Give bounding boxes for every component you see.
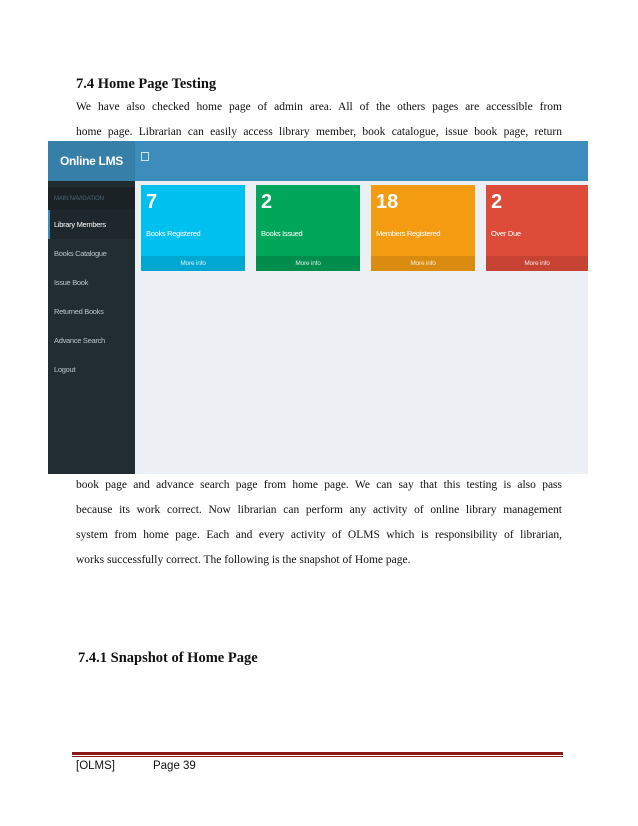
nav-header: MAIN NAVIGATION <box>48 187 135 210</box>
stat-number: 2 <box>261 191 273 213</box>
stat-box-books-registered <box>141 185 245 271</box>
more-info-link[interactable]: More info <box>371 256 475 271</box>
section-heading: 7.4 Home Page Testing <box>76 76 217 92</box>
stat-label: Books Registered <box>146 229 201 238</box>
paragraph-line: home page. Librarian can easily access library member, book catalogue, issue book page, return <box>76 126 562 138</box>
stat-label: Over Due <box>491 229 521 238</box>
stat-box-members-registered <box>371 185 475 271</box>
admin-header <box>48 141 588 181</box>
paragraph-line: We have also checked home page of admin area. All of the others pages are accessible from <box>76 101 562 113</box>
stat-box-books-issued <box>256 185 360 271</box>
stat-number: 7 <box>146 191 158 213</box>
stat-number: 2 <box>491 191 503 213</box>
sidebar-item-advance-search[interactable]: Advance Search <box>54 336 105 345</box>
admin-sidebar <box>48 181 135 474</box>
paragraph-line: book page and advance search page from home page. We can say that this testing is also pass <box>76 479 562 491</box>
paragraph-line: because its work correct. Now librarian can perform any activity of online library management <box>76 504 562 516</box>
stat-label: Books Issued <box>261 229 303 238</box>
paragraph-line: system from home page. Each and every activity of OLMS which is responsibility of librarian, <box>76 529 562 541</box>
stat-box-over-due <box>486 185 588 271</box>
more-info-link[interactable]: More info <box>141 256 245 271</box>
stat-number: 18 <box>376 191 399 213</box>
sidebar-item-library-members[interactable]: Library Members <box>48 210 135 239</box>
footer-divider-thin <box>72 756 563 757</box>
admin-topbar <box>135 141 588 181</box>
subsection-heading: 7.4.1 Snapshot of Home Page <box>78 650 258 666</box>
footer-page-number: Page 39 <box>152 760 196 772</box>
page-footer <box>76 760 196 772</box>
sidebar-item-returned-books[interactable]: Returned Books <box>54 307 104 316</box>
sidebar-item-issue-book[interactable]: Issue Book <box>54 278 89 287</box>
app-logo[interactable]: Online LMS <box>48 141 135 181</box>
footer-project: [OLMS] <box>76 760 115 772</box>
more-info-link[interactable]: More info <box>486 256 588 271</box>
more-info-link[interactable]: More info <box>256 256 360 271</box>
sidebar-item-logout[interactable]: Logout <box>54 365 76 374</box>
sidebar-item-books-catalogue[interactable]: Books Catalogue <box>54 249 107 258</box>
footer-divider <box>72 752 563 755</box>
admin-home-screenshot <box>48 141 588 474</box>
paragraph-line: works successfully correct. The following is the snapshot of Home page. <box>76 554 411 566</box>
menu-toggle-icon[interactable] <box>141 152 149 161</box>
stat-label: Members Registered <box>376 229 441 238</box>
